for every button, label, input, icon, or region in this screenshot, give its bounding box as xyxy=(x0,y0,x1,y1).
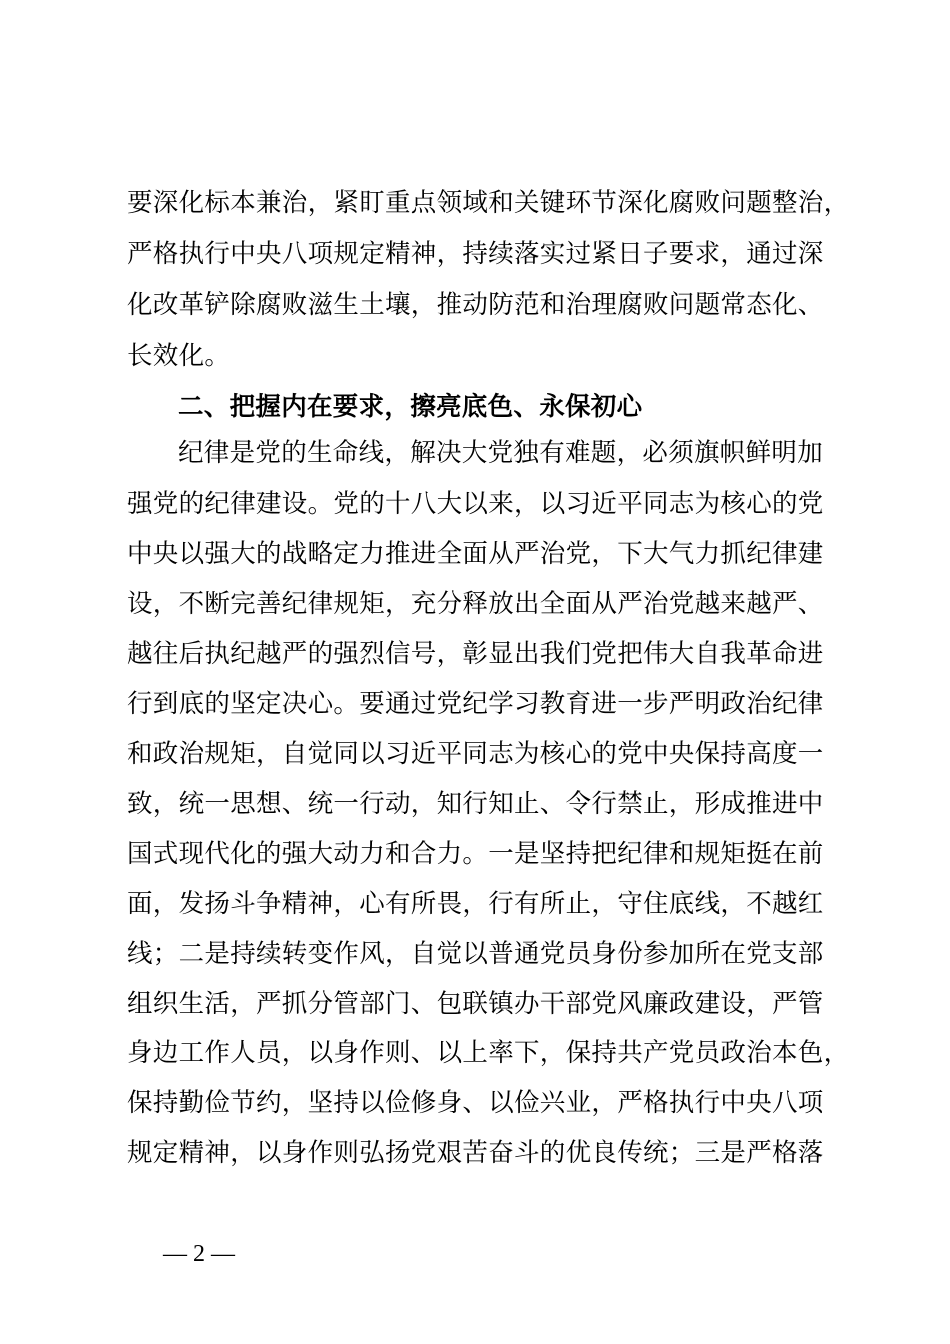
paragraph-line: 中央以强大的战略定力推进全面从严治党，下大气力抓纪律建 xyxy=(127,539,824,569)
paragraph-line: 要深化标本兼治，紧盯重点领域和关键环节深化腐败问题整治， xyxy=(127,188,850,218)
paragraph-line: 身边工作人员，以身作则、以上率下，保持共产党员政治本色， xyxy=(127,1038,850,1068)
page-number: — 2 — xyxy=(163,1241,235,1267)
paragraph-line: 保持勤俭节约，坚持以俭修身、以俭兴业，严格执行中央八项 xyxy=(127,1088,824,1118)
paragraph-line: 组织生活，严抓分管部门、包联镇办干部党风廉政建设，严管 xyxy=(127,989,824,1019)
paragraph-line: 严格执行中央八项规定精神，持续落实过紧日子要求，通过深 xyxy=(127,239,824,269)
section-heading: 二、把握内在要求，擦亮底色、永保初心 xyxy=(178,392,643,422)
paragraph-line: 长效化。 xyxy=(127,341,231,371)
paragraph-line: 线；二是持续转变作风，自觉以普通党员身份参加所在党支部 xyxy=(127,939,824,969)
paragraph-line: 设，不断完善纪律规矩，充分释放出全面从严治党越来越严、 xyxy=(127,589,824,619)
paragraph-line: 致，统一思想、统一行动，知行知止、令行禁止，形成推进中 xyxy=(127,789,824,819)
paragraph-line: 规定精神，以身作则弘扬党艰苦奋斗的优良传统；三是严格落 xyxy=(127,1138,824,1168)
paragraph-line: 行到底的坚定决心。要通过党纪学习教育进一步严明政治纪律 xyxy=(127,689,824,719)
paragraph-line: 化改革铲除腐败滋生土壤，推动防范和治理腐败问题常态化、 xyxy=(127,290,824,320)
paragraph-line: 越往后执纪越严的强烈信号，彰显出我们党把伟大自我革命进 xyxy=(127,639,824,669)
paragraph-line: 纪律是党的生命线，解决大党独有难题，必须旗帜鲜明加 xyxy=(178,438,824,468)
paragraph-line: 面，发扬斗争精神，心有所畏，行有所止，守住底线，不越红 xyxy=(127,889,824,919)
paragraph-line: 强党的纪律建设。党的十八大以来，以习近平同志为核心的党 xyxy=(127,489,824,519)
paragraph-line: 和政治规矩，自觉同以习近平同志为核心的党中央保持高度一 xyxy=(127,739,824,769)
paragraph-line: 国式现代化的强大动力和合力。一是坚持把纪律和规矩挺在前 xyxy=(127,839,824,869)
